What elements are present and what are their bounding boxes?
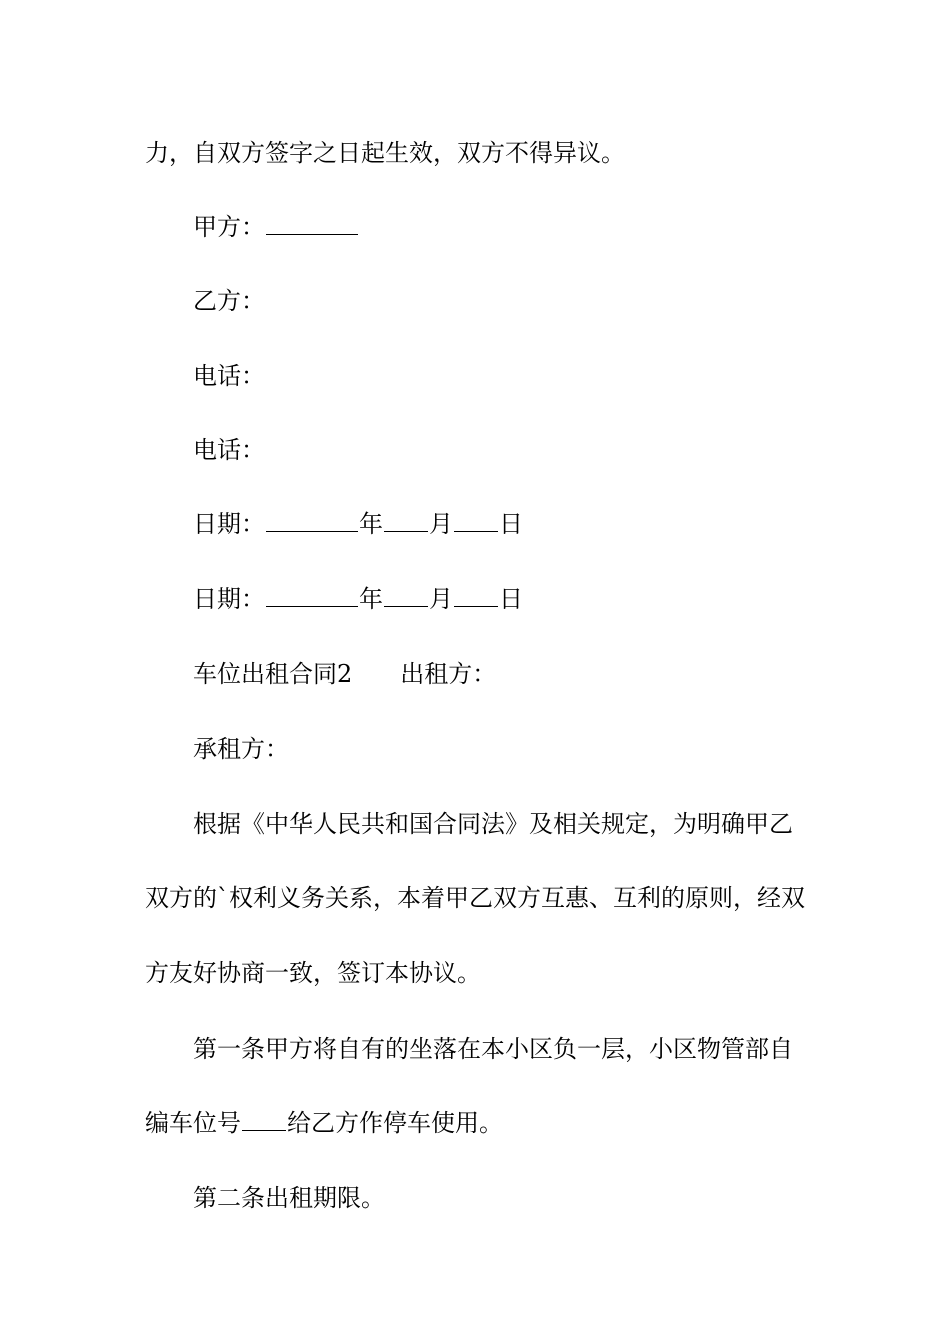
paragraph-text: 方友好协商一致，签订本协议。 [145, 959, 481, 987]
paragraph-text: 第二条出租期限。 [193, 1184, 385, 1212]
phone-line-2 [193, 434, 873, 466]
year-unit: 年 [359, 510, 383, 538]
lessee-line [193, 733, 873, 765]
day-unit: 日 [499, 585, 523, 613]
day-blank [454, 509, 498, 532]
date-label: 日期： [193, 510, 265, 538]
party-b-line [193, 285, 873, 317]
parking-number-label: 编车位号 [145, 1109, 241, 1137]
paragraph-intro-line-3 [145, 957, 825, 989]
line-text: 力，自双方签字之日起生效，双方不得异议。 [145, 139, 625, 167]
article-2-line [193, 1182, 873, 1214]
month-unit: 月 [429, 585, 453, 613]
phone-line-1 [193, 360, 873, 392]
paragraph-text: 第一条甲方将自有的坐落在本小区负一层，小区物管部自 [193, 1035, 793, 1063]
year-unit: 年 [359, 585, 383, 613]
year-blank [266, 584, 358, 607]
party-a-line [193, 211, 873, 243]
lessor-label: 出租方： [400, 660, 497, 688]
phone-label: 电话： [193, 436, 265, 464]
month-blank [384, 584, 428, 607]
month-blank [384, 509, 428, 532]
contract-title-line [193, 658, 873, 690]
month-unit: 月 [429, 510, 453, 538]
party-a-label: 甲方： [193, 213, 265, 241]
text-line-1 [145, 137, 825, 169]
contract-title: 车位出租合同2 [193, 660, 353, 688]
party-b-label: 乙方： [193, 287, 265, 315]
day-unit: 日 [499, 510, 523, 538]
lessee-label: 承租方： [193, 735, 289, 763]
year-blank [266, 509, 358, 532]
paragraph-text: 根据《中华人民共和国合同法》及相关规定，为明确甲乙 [193, 810, 793, 838]
date-line-1 [193, 508, 873, 540]
paragraph-text: 双方的`权利义务关系，本着甲乙双方互惠、互利的原则，经双 [145, 884, 805, 912]
article-1-line-2 [145, 1107, 825, 1139]
parking-number-blank [242, 1108, 286, 1131]
article-1-line-1 [193, 1033, 873, 1065]
paragraph-intro-line-2 [145, 882, 825, 914]
paragraph-text: 给乙方作停车使用。 [287, 1109, 503, 1137]
day-blank [454, 584, 498, 607]
date-line-2 [193, 583, 873, 615]
party-a-blank [266, 212, 358, 235]
date-label: 日期： [193, 585, 265, 613]
phone-label: 电话： [193, 362, 265, 390]
paragraph-intro-line-1 [193, 808, 873, 840]
